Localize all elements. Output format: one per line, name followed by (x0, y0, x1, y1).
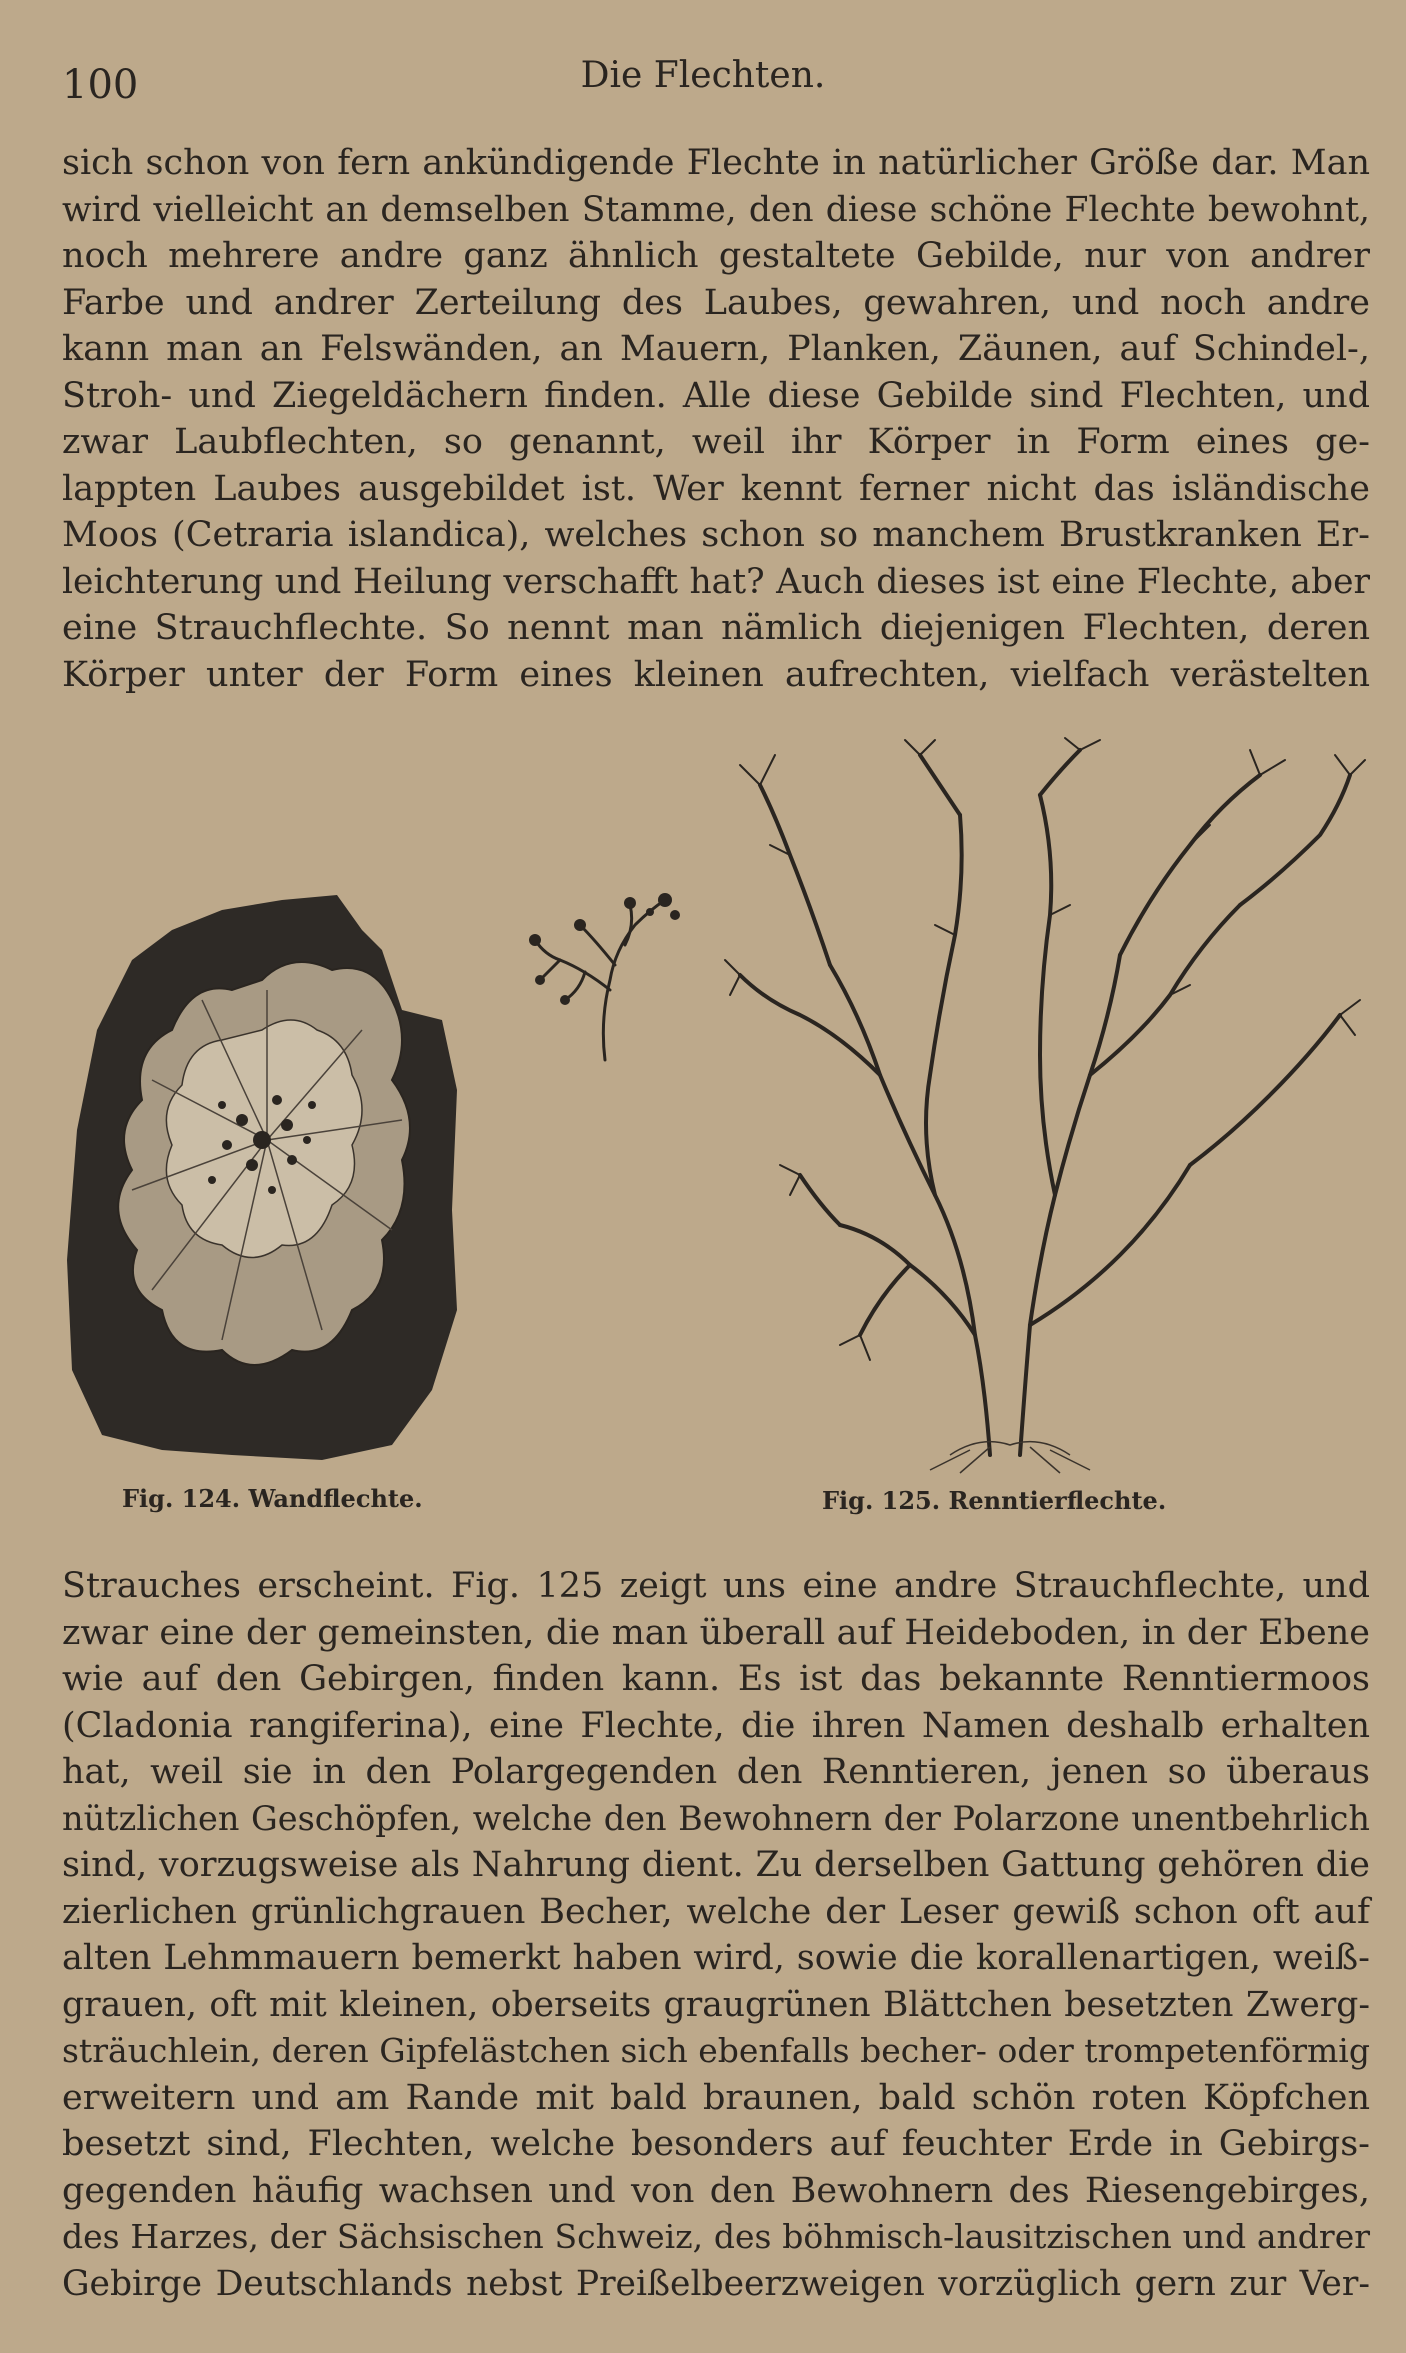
text-line: kann man an Felswänden, an Mauern, Planken, Zäunen, auf Schindel-, (62, 329, 1370, 369)
text-line: wird vielleicht an demselben Stamme, den diese schöne Flechte bewohnt, (62, 189, 1370, 230)
running-head: Die Flechten. (580, 55, 826, 96)
text-line: Körper unter der Form eines kleinen aufrechten, vielfach verästelten (62, 654, 1370, 695)
text-line: wie auf den Gebirgen, finden kann. Es ist das bekannte Renntiermoos (62, 1659, 1370, 1699)
figure-125-reindeer-lichen (720, 735, 1370, 1475)
text-line: nützlichen Geschöpfen, welche den Bewohnern der Polarzone unentbehrlich (62, 1798, 1370, 1838)
paragraph-top (62, 140, 1370, 698)
text-line: eine Strauchflechte. So nennt man nämlich diejenigen Flechten, deren (62, 608, 1370, 648)
text-line: hat, weil sie in den Polargegenden den Renntieren, jenen so überaus (62, 1752, 1370, 1792)
text-line: sträuchlein, deren Gipfelästchen sich ebenfalls becher- oder trompetenförmig (62, 2031, 1370, 2070)
text-line: Gebirge Deutschlands nebst Preißelbeerzweigen vorzüglich gern zur Ver- (62, 2263, 1370, 2304)
paragraph-bottom (62, 1563, 1370, 2307)
figure-125-caption: Fig. 125. Renntierflechte. (822, 1486, 1167, 1515)
text-line: noch mehrere andre ganz ähnlich gestaltete Gebilde, nur von andrer (62, 236, 1370, 276)
text-line: Stroh- und Ziegeldächern finden. Alle diese Gebilde sind Flechten, und (62, 375, 1370, 416)
text-line: grauen, oft mit kleinen, oberseits graugrünen Blättchen besetzten Zwerg- (62, 1984, 1370, 2025)
text-line: (Cladonia rangiferina), eine Flechte, die ihren Namen deshalb erhalten (62, 1705, 1370, 1746)
text-line: sich schon von fern ankündigende Flechte in natürlicher Größe dar. Man (62, 143, 1370, 183)
text-line: alten Lehmmauern bemerkt haben wird, sowie die korallenartigen, weiß- (62, 1938, 1370, 1978)
text-line: sind, vorzugsweise als Nahrung dient. Zu derselben Gattung gehören die (62, 1845, 1370, 1885)
text-line: Moos (Cetraria islandica), welches schon so manchem Brustkranken Er- (62, 515, 1370, 555)
text-line: zwar eine der gemeinsten, die man überall auf Heideboden, in der Ebene (62, 1612, 1370, 1653)
page-number: 100 (62, 62, 139, 108)
figure-125-small-sprig (525, 870, 695, 1070)
text-line: Strauches erscheint. Fig. 125 zeigt uns eine andre Strauchflechte, und (62, 1566, 1370, 1606)
text-line: des Harzes, der Sächsischen Schweiz, des böhmisch-lausitzischen und andrer (62, 2217, 1370, 2256)
figure-124-caption: Fig. 124. Wandflechte. (122, 1484, 423, 1513)
text-line: besetzt sind, Flechten, welche besonders auf feuchter Erde in Gebirgs- (62, 2124, 1370, 2164)
text-line: Farbe und andrer Zerteilung des Laubes, gewahren, und noch andre (62, 282, 1370, 323)
text-line: zierlichen grünlichgrauen Becher, welche der Leser gewiß schon oft auf (62, 1891, 1370, 1932)
text-line: gegenden häufig wachsen und von den Bewohnern des Riesengebirges, (62, 2170, 1370, 2211)
text-line: lappten Laubes ausgebildet ist. Wer kennt ferner nicht das isländische (62, 468, 1370, 509)
text-line: erweitern und am Rande mit bald braunen, bald schön roten Köpfchen (62, 2077, 1370, 2118)
text-line: leichterung und Heilung verschafft hat? Auch dieses ist eine Flechte, aber (62, 561, 1370, 602)
text-line: zwar Laubflechten, so genannt, weil ihr Körper in Form eines ge- (62, 422, 1370, 462)
figure-124-wall-lichen (62, 890, 462, 1465)
